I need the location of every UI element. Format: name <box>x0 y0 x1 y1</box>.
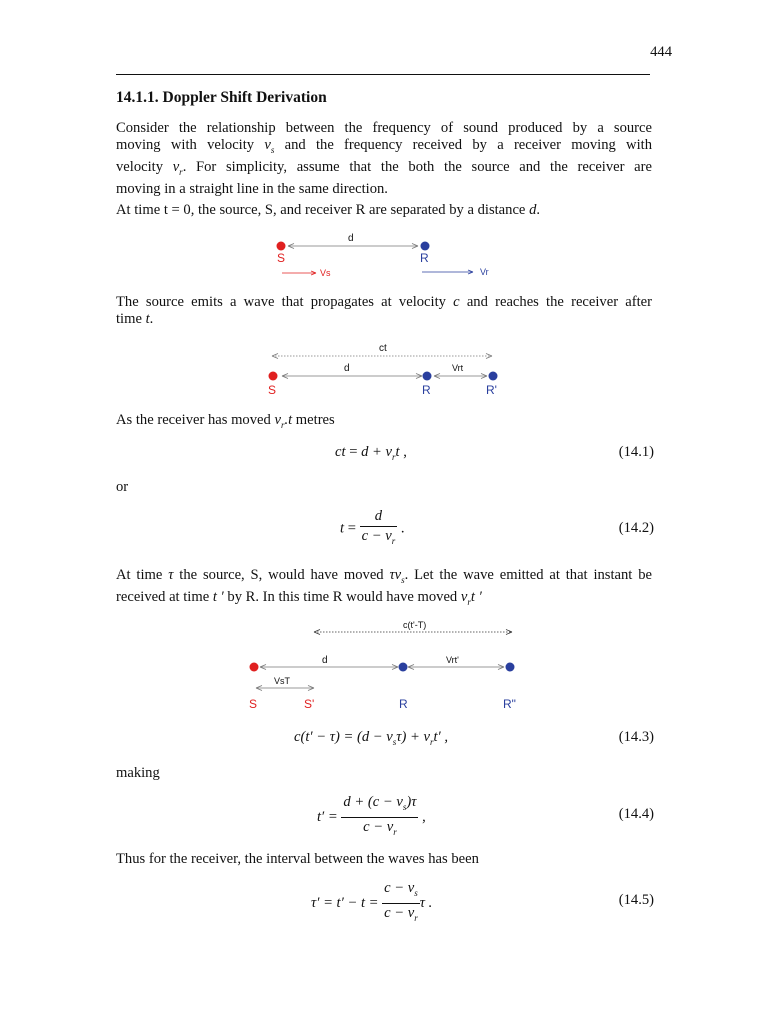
intro-line-4: moving in a straight line in the same direction. <box>116 180 388 197</box>
label-d: d <box>344 363 350 374</box>
label-R: R <box>422 383 431 397</box>
label-vrt: Vrt <box>452 363 464 373</box>
label-vrt-prime: Vrt' <box>446 655 459 665</box>
page-number: 444 <box>650 44 672 60</box>
source-dot <box>277 242 286 251</box>
equation-number-14-4: (14.4) <box>618 806 654 822</box>
label-d: d <box>348 233 354 244</box>
diagram-wave-travel <box>262 340 512 400</box>
label-S: S <box>249 697 258 711</box>
label-d: d <box>322 655 328 666</box>
diagram-initial-separation <box>270 228 500 280</box>
making-text: making <box>116 765 160 781</box>
equation-14-5: τ′ = t′ − t = $\frac{c - v_s}{c - v_r}$ τ . <box>311 879 432 928</box>
or-text: or <box>116 479 129 495</box>
label-S-prime: S' <box>304 697 315 711</box>
receiver-dot <box>399 663 408 672</box>
fraction: $\frac{d}{c - v_r}$ <box>361 508 396 546</box>
label-R: R <box>399 697 408 711</box>
header-rule <box>116 74 650 75</box>
equation-14-4: t′ = $\frac{d + (c - v_s)\tau}{c - v_r}$ , <box>317 793 426 842</box>
receiver-moved-dot <box>489 372 498 381</box>
time-zero-sentence: At time t = 0, the source, S, and receiver R are separated by a distance d. <box>116 202 541 218</box>
receiver-dot <box>421 242 430 251</box>
intro-paragraph <box>116 120 652 198</box>
source-dot <box>269 372 278 381</box>
label-ct: ct <box>379 343 387 354</box>
label-vs: Vs <box>320 268 331 278</box>
equation-14-1: ct = $d + v_rt$ , <box>335 444 407 462</box>
diagram-moving-source <box>240 618 530 714</box>
equation-number-14-5: (14.5) <box>618 892 654 908</box>
equation-number-14-3: (14.3) <box>618 729 654 745</box>
equation-number-14-2: (14.2) <box>618 520 654 536</box>
receiver-dot <box>423 372 432 381</box>
intro-line-2: moving with velocity $v_s$ and the frequency received by a receiver moving with <box>116 137 652 155</box>
fraction: $\frac{d + (c - v_s)\tau}{c - v_r}$ <box>343 794 417 837</box>
label-R-prime: R' <box>486 383 497 397</box>
equation-number-14-1: (14.1) <box>618 444 654 460</box>
interval-sentence: Thus for the receiver, the interval between the waves has been <box>116 851 479 867</box>
section-title: 14.1.1. Doppler Shift Derivation <box>116 89 327 106</box>
intro-line-3: velocity $v_r$. For simplicity, assume that the both the source and the receiver are <box>116 158 652 177</box>
intro-line-1: Consider the relationship between the frequency of sound produced by a source <box>116 120 652 136</box>
tau-paragraph: At time τ the source, S, would have moved $\tau v_s$. Let the wave emitted at that instant be received at time t ′ by R. In this time R would have moved $v_rt$ ′ <box>116 567 652 607</box>
label-R: R <box>420 251 429 265</box>
source-dot <box>250 663 259 672</box>
label-R-double-prime: R" <box>503 697 516 711</box>
label-c-t-prime: c(t'-T) <box>403 620 427 630</box>
propagation-paragraph: The source emits a wave that propagates at velocity c and reaches the receiver after time t. <box>116 294 652 327</box>
fraction: $\frac{c - v_s}{c - v_r}$ <box>384 880 418 923</box>
equation-14-2: t = $\frac{d}{c - v_r}$ . <box>340 507 405 551</box>
label-vr: Vr <box>480 267 489 277</box>
receiver-moved-dot <box>506 663 515 672</box>
label-vs-tau: VsT <box>274 676 291 686</box>
receiver-moved-sentence: As the receiver has moved $v_r.t$ metres <box>116 412 335 430</box>
equation-14-3: $c(t' - \tau) = (d - v_s\tau) + v_rt'$ , <box>294 729 449 747</box>
label-S: S <box>277 251 286 265</box>
label-S: S <box>268 383 277 397</box>
